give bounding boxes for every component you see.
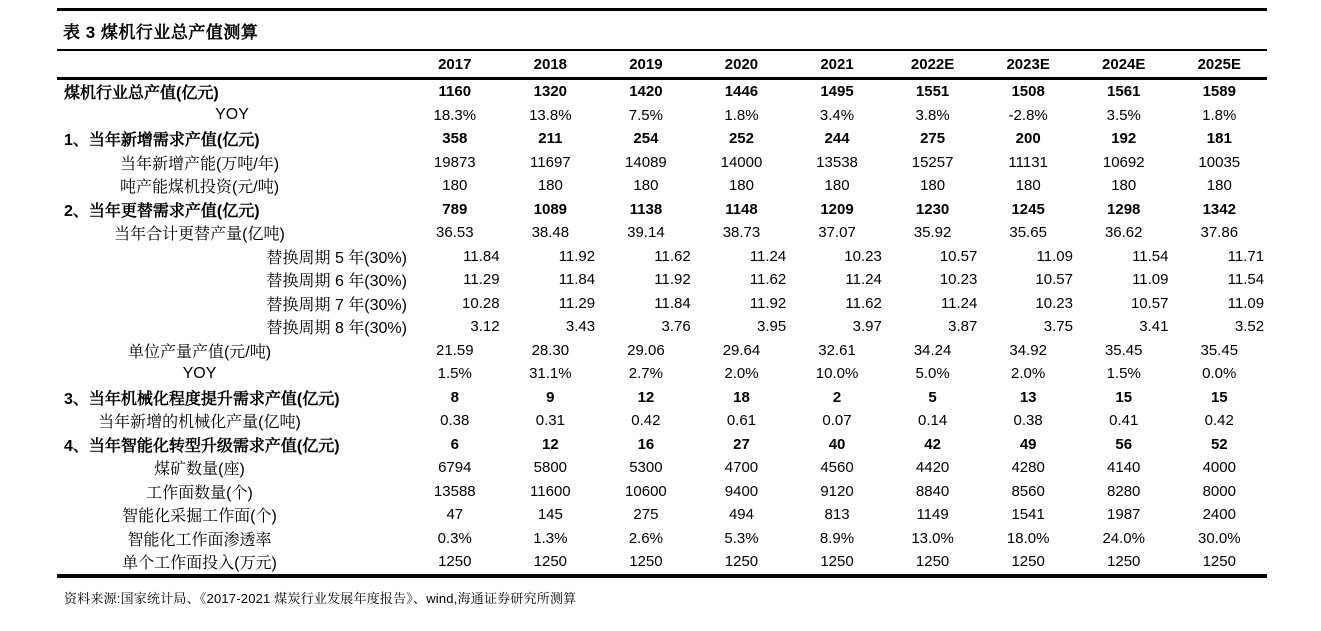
table-row — [57, 339, 1267, 363]
cell-value: 52 — [1210, 435, 1228, 453]
cell-value: 10.23 — [939, 271, 978, 289]
cell-value: 180 — [1111, 177, 1137, 195]
cell-value: 14000 — [720, 153, 763, 171]
cell-value: 1508 — [1011, 83, 1045, 101]
cell-value: 1250 — [1107, 553, 1141, 571]
row-label: 替换周期 6 年(30%) — [266, 273, 407, 291]
cell-value: 14089 — [625, 153, 667, 171]
cell-value: 11.84 — [558, 271, 596, 289]
cell-value: 11.62 — [845, 294, 882, 312]
cell-value: 9120 — [820, 482, 854, 500]
cell-value: 11.24 — [940, 294, 978, 312]
cell-value: 0.31 — [535, 412, 565, 430]
cell-value: 2400 — [1202, 506, 1236, 524]
table-row — [57, 221, 1267, 245]
cell-value: 11.84 — [463, 247, 500, 265]
cell-value: 11.09 — [1227, 294, 1265, 312]
cell-value: 5.0% — [915, 365, 950, 383]
cell-value: 5.3% — [724, 529, 759, 547]
cell-value: 11.54 — [1132, 247, 1169, 265]
cell-value: 2.0% — [1011, 365, 1046, 383]
cell-value: 19873 — [433, 153, 476, 171]
cell-value: 244 — [824, 130, 850, 148]
cell-value: 5800 — [533, 459, 568, 477]
cell-value: 8.9% — [819, 529, 855, 547]
cell-value: 1320 — [533, 83, 568, 101]
cell-value: 35.92 — [913, 224, 952, 242]
cell-value: 4420 — [915, 459, 950, 477]
cell-value: 0.14 — [917, 412, 948, 430]
cell-value: 1250 — [1011, 553, 1045, 571]
cell-value: -2.8% — [1008, 106, 1048, 124]
cell-value: 1541 — [1011, 506, 1045, 524]
cell-value: 1250 — [1202, 553, 1236, 571]
cell-value: 192 — [1111, 130, 1137, 148]
cell-value: 3.5% — [1106, 106, 1141, 124]
cell-value: 11.29 — [463, 271, 500, 289]
cell-value: 4560 — [820, 459, 854, 477]
cell-value: 35.45 — [1200, 341, 1239, 359]
cell-value: 0.41 — [1109, 412, 1139, 430]
cell-value: 275 — [633, 506, 659, 524]
cell-value: 11.09 — [1132, 271, 1169, 289]
cell-value: 1089 — [533, 200, 568, 218]
cell-value: 12 — [637, 388, 655, 406]
cell-value: 11.71 — [1227, 247, 1265, 265]
cell-value: 13538 — [816, 153, 858, 171]
row-label: YOY — [182, 364, 217, 382]
cell-value: 1250 — [724, 553, 759, 571]
table-row — [57, 315, 1267, 339]
cell-value: 11.54 — [1227, 271, 1265, 289]
cell-value: 200 — [1015, 130, 1041, 148]
cell-value: 38.73 — [722, 224, 761, 242]
cell-value: 254 — [633, 130, 659, 148]
cell-value: 1.8% — [724, 106, 759, 124]
cell-value: 3.75 — [1043, 318, 1073, 336]
cell-value: 1250 — [820, 553, 854, 571]
cell-value: 11.92 — [654, 271, 691, 289]
cell-value: 813 — [824, 506, 850, 524]
cell-value: 36.53 — [436, 224, 474, 242]
cell-value: 3.76 — [661, 318, 691, 336]
cell-value: 6 — [450, 435, 459, 453]
cell-value: 8 — [450, 388, 459, 406]
table-title: 表 3 煤机行业总产值测算 — [63, 23, 259, 42]
column-header: 2022E — [910, 55, 955, 73]
cell-value: 11.09 — [1036, 247, 1073, 265]
cell-value: 1148 — [725, 200, 758, 218]
cell-value: 11131 — [1008, 153, 1048, 171]
cell-value: 145 — [537, 506, 563, 524]
cell-value: 0.3% — [437, 529, 472, 547]
cell-value: 1.5% — [1106, 365, 1141, 383]
cell-value: 358 — [442, 130, 468, 148]
cell-value: 18 — [733, 388, 750, 406]
table-row — [57, 362, 1267, 386]
cell-value: 0.42 — [631, 412, 661, 430]
cell-value: 35.65 — [1009, 224, 1047, 242]
row-label: 智能化采掘工作面(个) — [122, 508, 277, 526]
row-label: 当年合计更替产量(亿吨) — [114, 226, 285, 244]
cell-value: 11.92 — [749, 294, 787, 312]
cell-value: 9 — [546, 388, 555, 406]
cell-value: 3.4% — [819, 106, 855, 124]
cell-value: 27 — [733, 435, 750, 453]
cell-value: 1209 — [820, 200, 854, 218]
cell-value: 1138 — [629, 200, 663, 218]
row-label: 煤机行业总产值(亿元) — [64, 85, 219, 103]
cell-value: 13588 — [433, 482, 476, 500]
cell-value: 29.64 — [722, 341, 761, 359]
cell-value: 10600 — [625, 482, 667, 500]
cell-value: 18.3% — [433, 106, 477, 124]
cell-value: 180 — [728, 177, 754, 195]
cell-value: 3.43 — [565, 318, 596, 336]
table-row — [57, 527, 1267, 551]
cell-value: 28.30 — [531, 341, 570, 359]
table-row — [57, 198, 1267, 222]
cell-value: 10.57 — [939, 247, 978, 265]
cell-value: 16 — [637, 435, 655, 453]
row-label: 单个工作面投入(万元) — [122, 555, 277, 573]
cell-value: 1298 — [1107, 200, 1141, 218]
cell-value: 8280 — [1107, 482, 1141, 500]
source-note: 资料来源:国家统计局、《2017-2021 煤炭行业发展年度报告》、wind,海通证券研究所测算 — [64, 590, 577, 606]
cell-value: 1495 — [820, 83, 854, 101]
table-row — [57, 151, 1267, 175]
cell-value: 8840 — [915, 482, 950, 500]
cell-value: 11.29 — [558, 294, 596, 312]
cell-value: 5 — [928, 388, 937, 406]
table-row — [57, 174, 1267, 198]
cell-value: 275 — [920, 130, 946, 148]
cell-value: 10.57 — [1035, 271, 1073, 289]
cell-value: 8000 — [1202, 482, 1236, 500]
cell-value: 34.92 — [1009, 341, 1047, 359]
cell-value: 5300 — [629, 459, 663, 477]
cell-value: 0.07 — [822, 412, 852, 430]
cell-value: 34.24 — [913, 341, 952, 359]
row-label: 4、当年智能化转型升级需求产值(亿元) — [64, 437, 340, 455]
row-label: 替换周期 5 年(30%) — [266, 249, 407, 267]
cell-value: 1.5% — [437, 365, 472, 383]
row-label: 单位产量产值(元/吨) — [127, 343, 272, 361]
table-row — [57, 292, 1267, 316]
column-header: 2020 — [724, 55, 759, 73]
cell-value: 47 — [446, 506, 464, 524]
cell-value: 11697 — [530, 153, 571, 171]
cell-value: 4700 — [724, 459, 759, 477]
cell-value: 38.48 — [531, 224, 570, 242]
cell-value: 30.0% — [1198, 529, 1241, 547]
cell-value: 3.41 — [1139, 318, 1169, 336]
cell-value: 11.62 — [749, 271, 787, 289]
cell-value: 1420 — [629, 83, 663, 101]
column-header: 2023E — [1006, 55, 1050, 73]
cell-value: 11.92 — [558, 247, 596, 265]
cell-value: 15 — [1210, 388, 1228, 406]
cell-value: 0.0% — [1202, 365, 1237, 383]
table-row — [57, 433, 1267, 457]
cell-value: 18.0% — [1006, 529, 1050, 547]
cell-value: 11600 — [530, 482, 571, 500]
table-row — [57, 409, 1267, 433]
cell-value: 36.62 — [1104, 224, 1143, 242]
cell-value: 181 — [1206, 130, 1232, 148]
table-row — [57, 104, 1267, 128]
cell-value: 180 — [824, 177, 850, 195]
cell-value: 180 — [537, 177, 563, 195]
cell-value: 11.84 — [654, 294, 691, 312]
cell-value: 12 — [542, 435, 559, 453]
cell-value: 180 — [633, 177, 659, 195]
cell-value: 29.06 — [627, 341, 665, 359]
cell-value: 35.45 — [1104, 341, 1143, 359]
cell-value: 2.7% — [628, 365, 663, 383]
row-label: YOY — [215, 106, 249, 124]
cell-value: 2 — [832, 388, 842, 406]
cell-value: 42 — [924, 435, 941, 453]
cell-value: 0.61 — [726, 412, 757, 430]
cell-value: 13 — [1019, 388, 1037, 406]
table-row — [57, 245, 1267, 269]
cell-value: 3.97 — [852, 318, 882, 336]
column-header: 2018 — [533, 55, 568, 73]
cell-value: 180 — [1015, 177, 1041, 195]
cell-value: 8560 — [1011, 482, 1045, 500]
cell-value: 1230 — [915, 200, 950, 218]
table-header-row — [57, 51, 1267, 77]
table-row — [57, 127, 1267, 151]
cell-value: 32.61 — [818, 341, 856, 359]
column-header: 2024E — [1102, 55, 1146, 73]
row-label: 3、当年机械化程度提升需求产值(亿元) — [64, 390, 340, 408]
cell-value: 3.8% — [915, 106, 950, 124]
column-header: 2025E — [1197, 55, 1241, 73]
cell-value: 39.14 — [627, 224, 665, 242]
cell-value: 1589 — [1202, 83, 1236, 101]
row-label: 当年新增的机械化产量(亿吨) — [98, 414, 301, 432]
cell-value: 1342 — [1202, 200, 1236, 218]
cell-value: 10.23 — [844, 247, 882, 265]
cell-value: 13.8% — [529, 106, 572, 124]
cell-value: 10035 — [1198, 153, 1241, 171]
cell-value: 31.1% — [529, 365, 572, 383]
cell-value: 494 — [728, 506, 754, 524]
cell-value: 180 — [442, 177, 468, 195]
cell-value: 2.6% — [628, 529, 663, 547]
cell-value: 3.52 — [1234, 318, 1265, 336]
table-row — [57, 80, 1267, 104]
cell-value: 11.62 — [654, 247, 691, 265]
cell-value: 0.38 — [440, 412, 470, 430]
cell-value: 1.8% — [1202, 106, 1237, 124]
cell-value: 1160 — [438, 83, 472, 101]
cell-value: 9400 — [724, 482, 759, 500]
cell-value: 252 — [728, 130, 754, 148]
row-label: 吨产能煤机投资(元/吨) — [119, 179, 280, 197]
column-header: 2019 — [629, 55, 663, 73]
cell-value: 180 — [1206, 177, 1232, 195]
row-label: 工作面数量(个) — [146, 484, 253, 502]
table-row — [57, 550, 1267, 574]
cell-value: 37.07 — [818, 224, 856, 242]
cell-value: 11.24 — [749, 247, 787, 265]
row-label: 2、当年更替需求产值(亿元) — [64, 202, 260, 220]
cell-value: 1446 — [724, 83, 759, 101]
cell-value: 21.59 — [436, 341, 474, 359]
cell-value: 211 — [538, 130, 563, 148]
cell-value: 13.0% — [911, 529, 954, 547]
cell-value: 789 — [442, 200, 468, 218]
row-label: 当年新增产能(万吨/年) — [119, 155, 280, 173]
cell-value: 56 — [1115, 435, 1133, 453]
cell-value: 1987 — [1107, 506, 1141, 524]
cell-value: 180 — [920, 177, 946, 195]
row-label: 替换周期 7 年(30%) — [266, 296, 407, 314]
row-label: 智能化工作面渗透率 — [127, 531, 272, 549]
cell-value: 10.0% — [815, 365, 859, 383]
cell-value: 4280 — [1011, 459, 1045, 477]
cell-value: 1551 — [915, 83, 950, 101]
table-body — [57, 80, 1267, 574]
cell-value: 10.28 — [462, 294, 500, 312]
row-label: 1、当年新增需求产值(亿元) — [64, 132, 260, 150]
table-row — [57, 386, 1267, 410]
cell-value: 10692 — [1102, 153, 1145, 171]
cell-value: 6794 — [438, 459, 472, 477]
cell-value: 2.0% — [724, 365, 759, 383]
row-label: 煤矿数量(座) — [154, 461, 245, 479]
cell-value: 1561 — [1107, 83, 1141, 101]
cell-value: 1250 — [629, 553, 663, 571]
cell-value: 3.87 — [948, 318, 978, 336]
cell-value: 1.3% — [533, 529, 568, 547]
cell-value: 37.86 — [1200, 224, 1239, 242]
column-header: 2017 — [438, 55, 472, 73]
cell-value: 1250 — [533, 553, 568, 571]
table-row — [57, 480, 1267, 504]
cell-value: 1250 — [915, 553, 950, 571]
table-row — [57, 268, 1267, 292]
table-row — [57, 456, 1267, 480]
cell-value: 4000 — [1202, 459, 1236, 477]
row-label: 替换周期 8 年(30%) — [266, 320, 407, 338]
cell-value: 1245 — [1011, 200, 1045, 218]
cell-value: 7.5% — [628, 106, 663, 124]
cell-value: 0.38 — [1013, 412, 1043, 430]
cell-value: 24.0% — [1102, 529, 1145, 547]
cell-value: 11.24 — [845, 271, 882, 289]
cell-value: 15 — [1115, 388, 1133, 406]
cell-value: 49 — [1019, 435, 1037, 453]
cell-value: 0.42 — [1204, 412, 1234, 430]
cell-value: 3.95 — [757, 318, 787, 336]
cell-value: 1149 — [916, 506, 949, 524]
cell-value: 1250 — [438, 553, 472, 571]
cell-value: 4140 — [1107, 459, 1141, 477]
cell-value: 15257 — [911, 153, 954, 171]
cell-value: 10.57 — [1130, 294, 1169, 312]
table-row — [57, 503, 1267, 527]
cell-value: 10.23 — [1035, 294, 1073, 312]
column-header: 2021 — [820, 55, 854, 73]
cell-value: 3.12 — [470, 318, 500, 336]
cell-value: 40 — [828, 435, 846, 453]
